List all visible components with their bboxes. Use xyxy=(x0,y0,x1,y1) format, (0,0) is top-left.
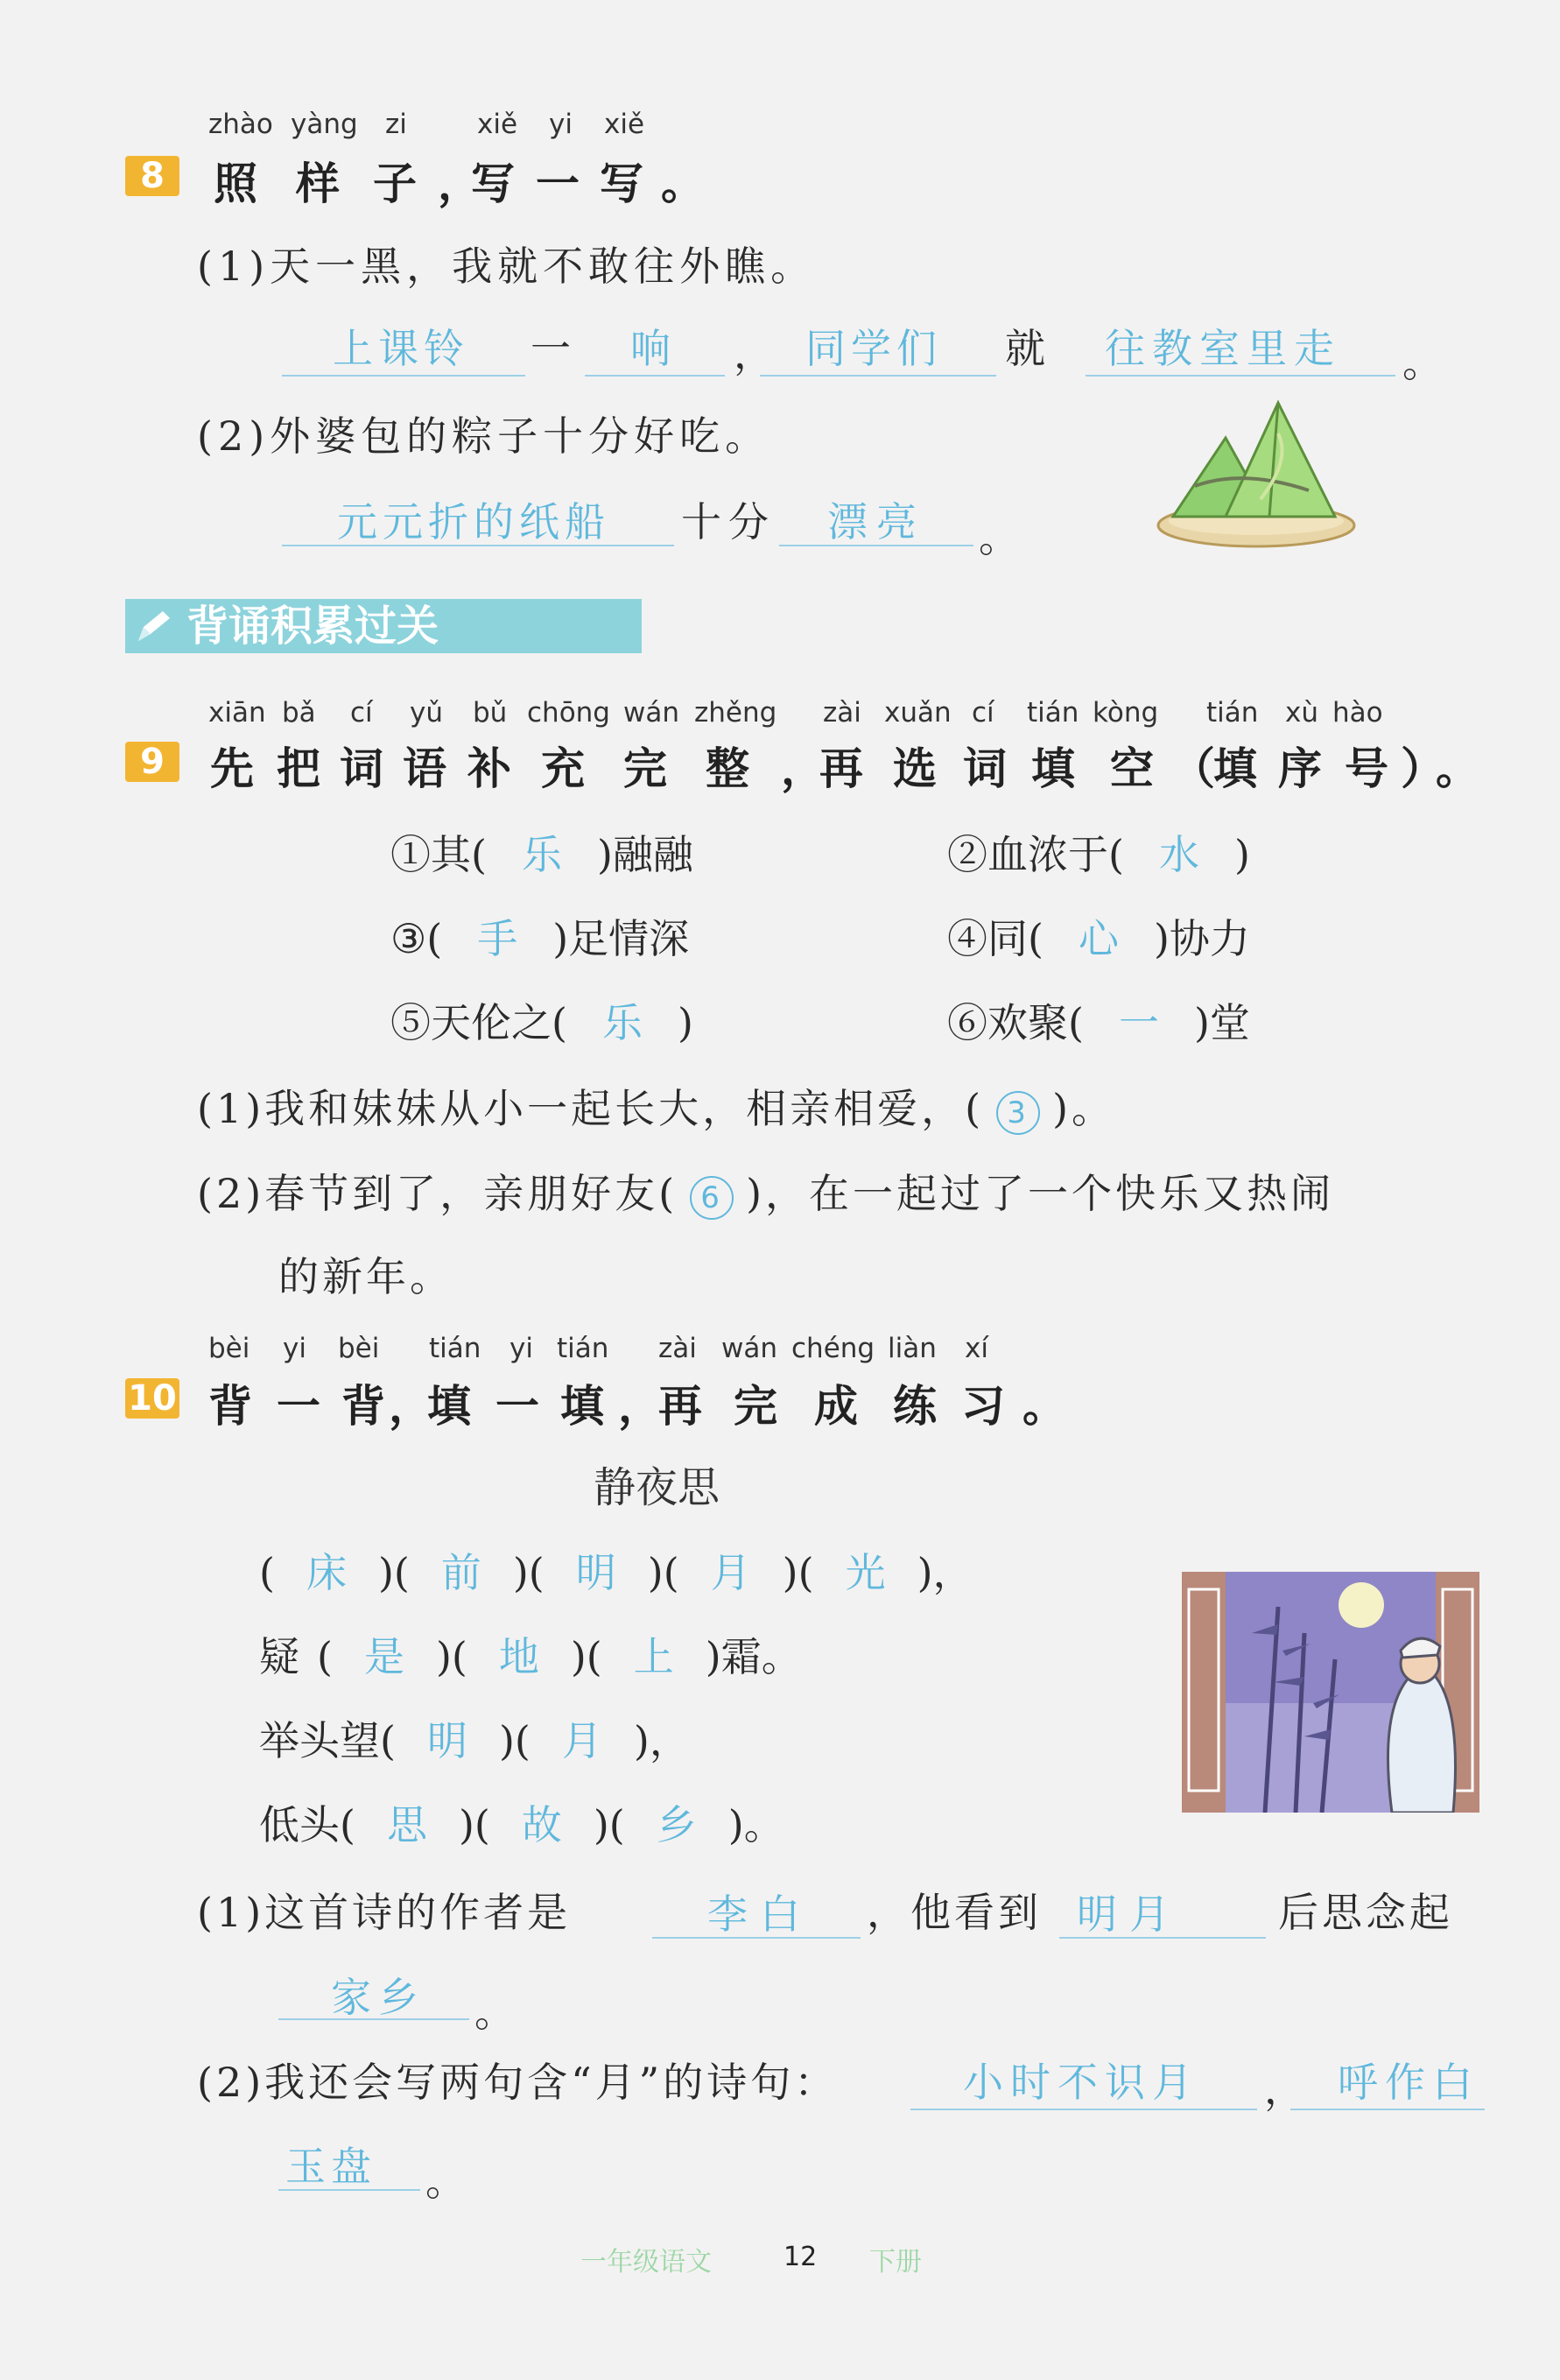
poem-punct: ， xyxy=(649,1717,690,1764)
heading-char: 再 xyxy=(658,1381,702,1432)
poem-line-1: ( 床 )( 前 )( 明 )( 月 )( 光 )， xyxy=(259,1549,973,1596)
pinyin: cí xyxy=(350,697,373,729)
answer-line xyxy=(1290,2109,1485,2110)
answer-line xyxy=(282,375,525,377)
heading-char: 。 xyxy=(1436,743,1479,794)
answer: 元元折的纸船 xyxy=(337,498,610,546)
answer-line xyxy=(585,375,725,377)
heading-char: 写 xyxy=(471,158,515,209)
poem-answer: 月 xyxy=(710,1549,751,1596)
idiom-item xyxy=(947,907,1250,965)
pinyin: zi xyxy=(385,109,407,140)
sentence-text: (2)春节到了，亲朋好友( xyxy=(197,1170,678,1217)
answer-line xyxy=(1059,1937,1266,1939)
q9-sentence-2 xyxy=(197,1162,1334,1220)
idiom-suffix: ) xyxy=(1233,831,1250,878)
idiom-answer: 乐 xyxy=(601,999,643,1046)
section-banner xyxy=(125,599,642,653)
answer-line xyxy=(1086,375,1395,377)
idiom-item xyxy=(947,823,1250,881)
pinyin: yi xyxy=(549,109,573,140)
answer-line xyxy=(278,2189,420,2191)
pinyin: liàn xyxy=(888,1333,937,1364)
heading-char: 填 xyxy=(1213,743,1257,794)
pinyin: bǎ xyxy=(282,697,316,729)
heading-char: 完 xyxy=(623,743,667,794)
heading-char: 子 xyxy=(373,158,417,209)
heading-char: 样 xyxy=(296,158,340,209)
poem-text: 低头 xyxy=(259,1801,340,1848)
poem-line-3: 举头望( 明 )( 月 )， xyxy=(259,1717,690,1764)
question-number-9: 9 xyxy=(125,742,179,782)
text: 。 xyxy=(474,1989,515,2036)
poem-text: 疑 xyxy=(259,1633,299,1680)
answer-line xyxy=(760,375,996,377)
text: 一 xyxy=(531,325,571,372)
poem-answer: 前 xyxy=(440,1549,481,1596)
heading-char: 把 xyxy=(277,743,320,794)
poem-answer: 上 xyxy=(633,1633,674,1680)
poem-answer: 床 xyxy=(306,1549,347,1596)
heading-char: 空 xyxy=(1110,743,1154,794)
zongzi-illustration xyxy=(1147,385,1357,552)
heading-char: 语 xyxy=(403,743,446,794)
idiom-item xyxy=(390,907,689,965)
pinyin: kòng xyxy=(1093,697,1159,729)
q10-ex1-text: 后思念起 xyxy=(1278,1889,1453,1936)
text: 。 xyxy=(979,514,1019,561)
idiom-item xyxy=(390,991,693,1049)
heading-char: 填 xyxy=(1031,743,1075,794)
poem-text: 霜。 xyxy=(720,1633,802,1680)
heading-char: 背 xyxy=(341,1381,385,1432)
idiom-suffix: )堂 xyxy=(1193,999,1250,1046)
idiom-suffix: ) xyxy=(677,999,693,1046)
text: ， xyxy=(1264,2066,1304,2113)
heading-char: 成 xyxy=(814,1381,858,1432)
heading-char: ， xyxy=(389,1381,432,1432)
heading-char: 号 xyxy=(1345,743,1388,794)
idiom-prefix: ①其( xyxy=(390,831,487,878)
answer-line xyxy=(910,2109,1257,2110)
heading-char: 一 xyxy=(536,158,580,209)
idiom-prefix: ③( xyxy=(390,915,443,962)
poem-answer: 明 xyxy=(575,1549,616,1596)
heading-char: 补 xyxy=(467,743,511,794)
pinyin: tián xyxy=(557,1333,609,1364)
pinyin: xí xyxy=(965,1333,988,1364)
pinyin: zài xyxy=(823,697,861,729)
heading-char: ， xyxy=(618,1381,662,1432)
answer-line xyxy=(282,545,674,546)
poem-answer: 光 xyxy=(845,1549,886,1596)
heading-char: 词 xyxy=(963,743,1007,794)
answer: 漂亮 xyxy=(827,498,925,546)
pinyin: yǔ xyxy=(410,697,443,729)
heading-char: ， xyxy=(781,743,825,794)
pinyin: tián xyxy=(1027,697,1079,729)
pinyin: bèi xyxy=(338,1333,380,1364)
idiom-prefix: ②血浓于( xyxy=(947,831,1124,878)
idiom-prefix: ⑥欢聚( xyxy=(947,999,1084,1046)
poem-answer: 月 xyxy=(561,1717,602,1764)
answer-line xyxy=(652,1937,861,1939)
q8-ex1-prompt: (1)天一黑，我就不敢往外瞧。 xyxy=(197,243,817,290)
pinyin: zhào xyxy=(208,109,273,140)
poem-punct: 。 xyxy=(743,1801,784,1848)
answer: 上课铃 xyxy=(333,325,469,372)
pinyin: bèi xyxy=(208,1333,250,1364)
sentence-text: )。 xyxy=(1052,1085,1116,1132)
pinyin: yàng xyxy=(291,109,358,140)
idiom-item xyxy=(947,991,1250,1049)
heading-char: （ xyxy=(1171,743,1215,794)
pinyin: hào xyxy=(1332,697,1383,729)
answer: 呼作白 xyxy=(1338,2059,1479,2106)
question-number-10: 10 xyxy=(125,1378,179,1419)
text: 十分 xyxy=(681,498,776,546)
idiom-item xyxy=(390,823,693,881)
heading-char: ， xyxy=(438,158,481,209)
heading-char: 词 xyxy=(340,743,383,794)
pinyin: cí xyxy=(972,697,994,729)
idiom-answer: 水 xyxy=(1158,831,1199,878)
pinyin: xiě xyxy=(477,109,518,140)
pinyin: chōng xyxy=(527,697,610,729)
poem-punct: ， xyxy=(932,1549,973,1596)
poem-text: 举头望 xyxy=(259,1717,380,1764)
heading-char: 一 xyxy=(277,1381,320,1432)
heading-char: 背 xyxy=(208,1381,252,1432)
pinyin: wán xyxy=(623,697,679,729)
q10-ex2-text: (2)我还会写两句含“月”的诗句： xyxy=(197,2059,839,2106)
pinyin: zài xyxy=(658,1333,697,1364)
poem-line-4: 低头( 思 )( 故 )( 乡 )。 xyxy=(259,1801,784,1848)
question-number-8: 8 xyxy=(125,156,179,196)
heading-char: 填 xyxy=(560,1381,604,1432)
q10-ex1-text: ，他看到 xyxy=(867,1889,1042,1936)
pinyin: xiān xyxy=(208,697,266,729)
poem-line-2: 疑 ( 是 )( 地 )( 上 )霜。 xyxy=(259,1633,802,1680)
poem-answer: 明 xyxy=(426,1717,467,1764)
pinyin: tián xyxy=(1206,697,1259,729)
heading-char: 整 xyxy=(706,743,749,794)
answer-line xyxy=(779,545,973,546)
heading-char: 选 xyxy=(893,743,937,794)
sentence-text: (1)我和妹妹从小一起长大，相亲相爱，( xyxy=(197,1085,985,1132)
pinyin: xù xyxy=(1285,697,1318,729)
heading-char: 。 xyxy=(1022,1381,1066,1432)
heading-char: 再 xyxy=(819,743,863,794)
text: 。 xyxy=(1402,339,1443,386)
answer: 玉盘 xyxy=(285,2143,376,2190)
heading-char: 充 xyxy=(541,743,585,794)
heading-char: 习 xyxy=(961,1381,1005,1432)
q8-ex2-prompt: (2)外婆包的粽子十分好吃。 xyxy=(197,412,771,460)
heading-char: 先 xyxy=(210,743,254,794)
poem-answer: 乡 xyxy=(656,1801,697,1848)
heading-char: 填 xyxy=(427,1381,471,1432)
pinyin: bǔ xyxy=(473,697,508,729)
answer: 明月 xyxy=(1077,1891,1182,1938)
idiom-answer: 一 xyxy=(1118,999,1159,1046)
poem-answer: 思 xyxy=(386,1801,427,1848)
answer-circled: 3 xyxy=(996,1091,1040,1135)
q9-sentence-2-cont: 的新年。 xyxy=(278,1253,453,1300)
page-number: 12 xyxy=(784,2242,818,2272)
pinyin: xiě xyxy=(604,109,645,140)
answer: 响 xyxy=(630,325,671,372)
answer: 同学们 xyxy=(805,325,942,372)
pinyin: tián xyxy=(429,1333,481,1364)
heading-char: ） xyxy=(1401,743,1444,794)
idiom-answer: 心 xyxy=(1078,915,1119,962)
text: 。 xyxy=(425,2158,466,2205)
poem-answer: 故 xyxy=(521,1801,562,1848)
answer-line xyxy=(278,2018,469,2020)
answer: 小时不识月 xyxy=(963,2059,1199,2106)
pinyin: yi xyxy=(509,1333,533,1364)
idiom-suffix: )协力 xyxy=(1153,915,1250,962)
text: ， xyxy=(734,330,774,377)
pinyin: xuǎn xyxy=(884,697,952,729)
heading-char: 练 xyxy=(893,1381,937,1432)
heading-char: 写 xyxy=(600,158,643,209)
section-banner-title: 背诵积累过关 xyxy=(186,602,439,651)
poem-title: 静夜思 xyxy=(594,1463,720,1512)
answer: 往教室里走 xyxy=(1105,325,1341,372)
poet-window-illustration xyxy=(1182,1572,1479,1813)
heading-char: 一 xyxy=(495,1381,539,1432)
heading-char: 照 xyxy=(214,158,257,209)
idiom-suffix: )融融 xyxy=(596,831,693,878)
answer: 家乡 xyxy=(331,1974,425,2021)
heading-char: 完 xyxy=(734,1381,777,1432)
pinyin: yi xyxy=(283,1333,306,1364)
q9-sentence-1 xyxy=(197,1077,1115,1135)
idiom-answer: 手 xyxy=(477,915,518,962)
pinyin: chéng xyxy=(791,1333,875,1364)
text: 就 xyxy=(1005,325,1045,372)
idiom-prefix: ⑤天伦之( xyxy=(390,999,567,1046)
poem-answer: 地 xyxy=(498,1633,539,1680)
answer-circled: 6 xyxy=(690,1176,734,1220)
pinyin: zhěng xyxy=(694,697,777,729)
poem-answer: 是 xyxy=(363,1633,404,1680)
sentence-text: )，在一起过了一个快乐又热闹 xyxy=(746,1170,1335,1217)
footer-subject: 一年级语文 xyxy=(580,2247,712,2278)
footer-volume: 下册 xyxy=(869,2247,922,2278)
pencil-icon xyxy=(131,608,175,646)
idiom-suffix: )足情深 xyxy=(552,915,690,962)
answer: 李白 xyxy=(707,1891,812,1938)
pinyin: wán xyxy=(721,1333,777,1364)
heading-char: 。 xyxy=(661,158,705,209)
idiom-prefix: ④同( xyxy=(947,915,1044,962)
idiom-answer: 乐 xyxy=(521,831,562,878)
heading-char: 序 xyxy=(1278,743,1322,794)
q10-ex1-text: (1)这首诗的作者是 xyxy=(197,1889,572,1936)
